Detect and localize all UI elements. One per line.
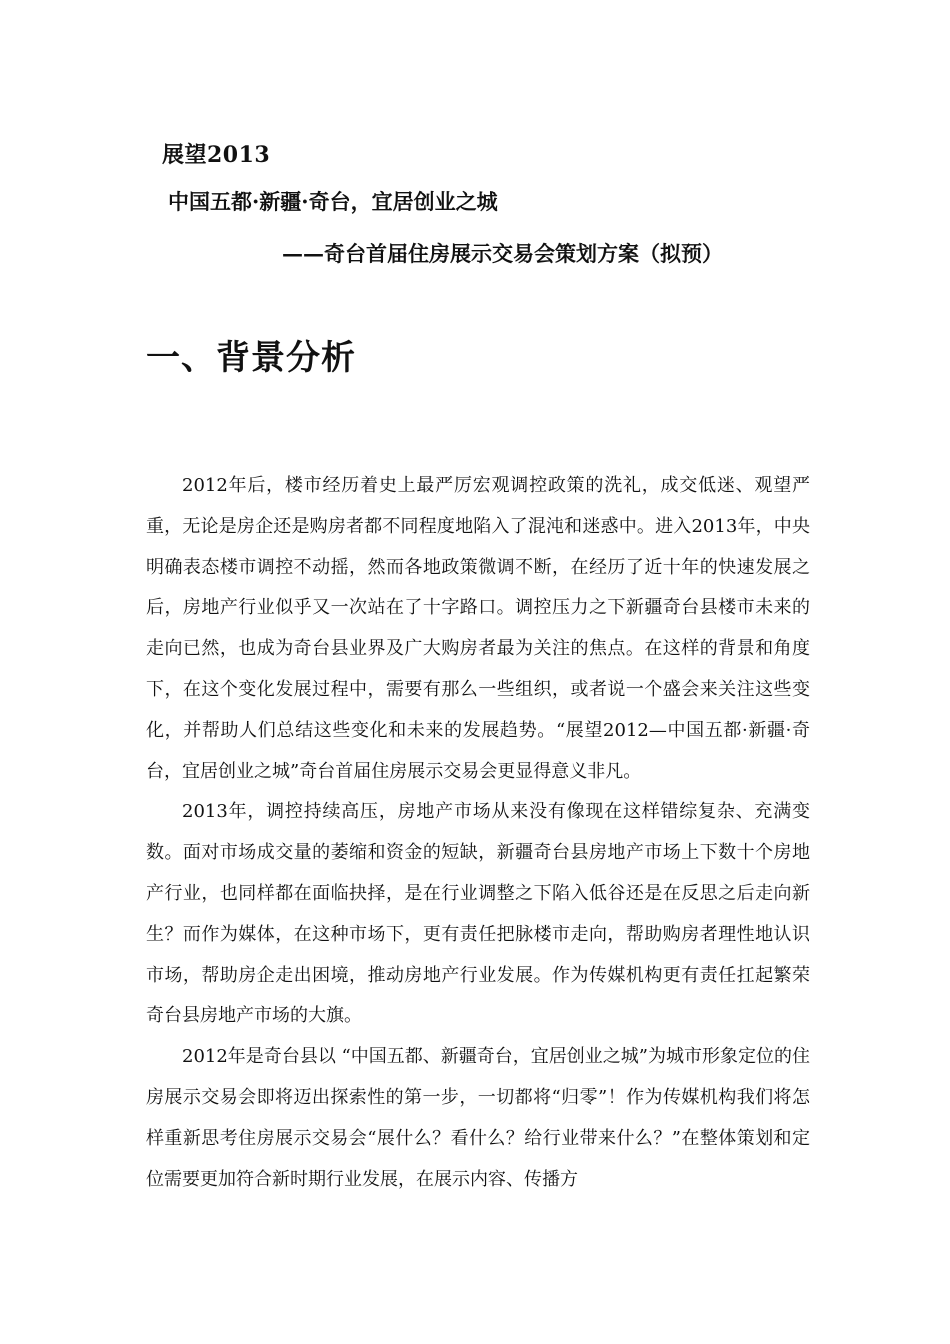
body-text <box>146 466 810 1200</box>
section-heading-background: 一、背景分析 <box>146 338 356 378</box>
paragraph: 2012年后，楼市经历着史上最严厉宏观调控政策的洗礼，成交低迷、观望严重，无论是房企还是购房者都不同程度地陷入了混沌和迷惑中。进入2013年，中央明确表态楼市调控不动摇，然而各地政策微调不断，在经历了近十年的快速发展之后，房地产行业似乎又一次站在了十字路口。调控压力之下新疆奇台县楼市未来的走向已然，也成为奇台县业界及广大购房者最为关注的焦点。在这样的背景和角度下，在这个变化发展过程中，需要有那么一些组织，或者说一个盛会来关注这些变化，并帮助人们总结这些变化和未来的发展趋势。“展望2012—中国五都·新疆·奇台，宜居创业之城”奇台首届住房展示交易会更显得意义非凡。 <box>146 475 810 782</box>
document-plan-title: ——奇台首届住房展示交易会策划方案（拟预） <box>282 241 723 266</box>
paragraph: 2013年，调控持续高压，房地产市场从来没有像现在这样错综复杂、充满变数。面对市场成交量的萎缩和资金的短缺，新疆奇台县房地产市场上下数十个房地产行业，也同样都在面临抉择，是在行业调整之下陷入低谷还是在反思之后走向新生？而作为媒体，在这种市场下，更有责任把脉楼市走向，帮助购房者理性地认识市场，帮助房企走出困境，推动房地产行业发展。作为传媒机构更有责任扛起繁荣奇台县房地产市场的大旗。 <box>146 801 810 1027</box>
document-subtitle: 中国五都·新疆·奇台，宜居创业之城 <box>168 189 498 214</box>
document-title: 展望2013 <box>162 142 271 168</box>
paragraph: 2012年是奇台县以 “中国五都、新疆奇台，宜居创业之城”为城市形象定位的住房展示交易会即将迈出探索性的第一步，一切都将“归零”！作为传媒机构我们将怎样重新思考住房展示交易会“展什么？看什么？给行业带来什么？”在整体策划和定位需要更加符合新时期行业发展，在展示内容、传播方 <box>146 1046 810 1190</box>
